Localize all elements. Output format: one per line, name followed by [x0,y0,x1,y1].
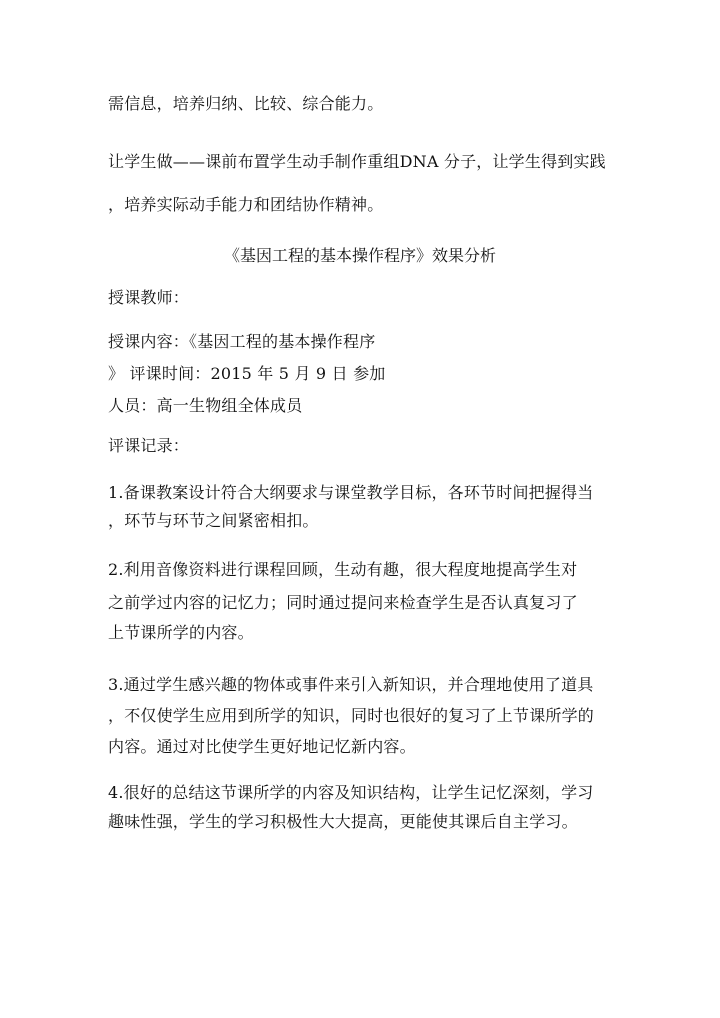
intro-line-1: 需信息，培养归纳、比较、综合能力。 [108,94,384,113]
point-line: 2.利用音像资料进行课程回顾，生动有趣，很大程度地提高学生对 [108,560,578,579]
content-line-3: 人员：高一生物组全体成员 [108,396,303,415]
point-line: 1.备课教案设计符合大纲要求与课堂教学目标，各环节时间把握得当 [108,483,594,502]
record-label: 评课记录： [108,436,190,455]
point-line: 上节课所学的内容。 [108,623,254,642]
content-line-1: 授课内容：《基因工程的基本操作程序 [108,332,376,351]
intro-line-2: 让学生做——课前布置学生动手制作重组DNA 分子，让学生得到实践 [108,152,606,171]
teacher-label: 授课教师： [108,288,190,307]
document-title: 《基因工程的基本操作程序》效果分析 [223,246,496,265]
point-line: ，环节与环节之间紧密相扣。 [108,511,319,530]
intro-line-3: ，培养实际动手能力和团结协作精神。 [108,195,384,214]
point-line: 4.很好的总结这节课所学的内容及知识结构，让学生记忆深刻，学习 [108,783,594,802]
point-line: ，不仅使学生应用到所学的知识，同时也很好的复习了上节课所学的 [108,706,595,725]
point-line: 趣味性强，学生的学习积极性大大提高，更能使其课后自主学习。 [108,812,578,831]
point-line: 内容。通过对比使学生更好地记忆新内容。 [108,737,416,756]
point-line: 3.通过学生感兴趣的物体或事件来引入新知识，并合理地使用了道具 [108,675,594,694]
point-line: 之前学过内容的记忆力；同时通过提问来检查学生是否认真复习了 [108,593,578,612]
content-line-2: 》 评课时间：2015 年 5 月 9 日 参加 [108,364,386,383]
